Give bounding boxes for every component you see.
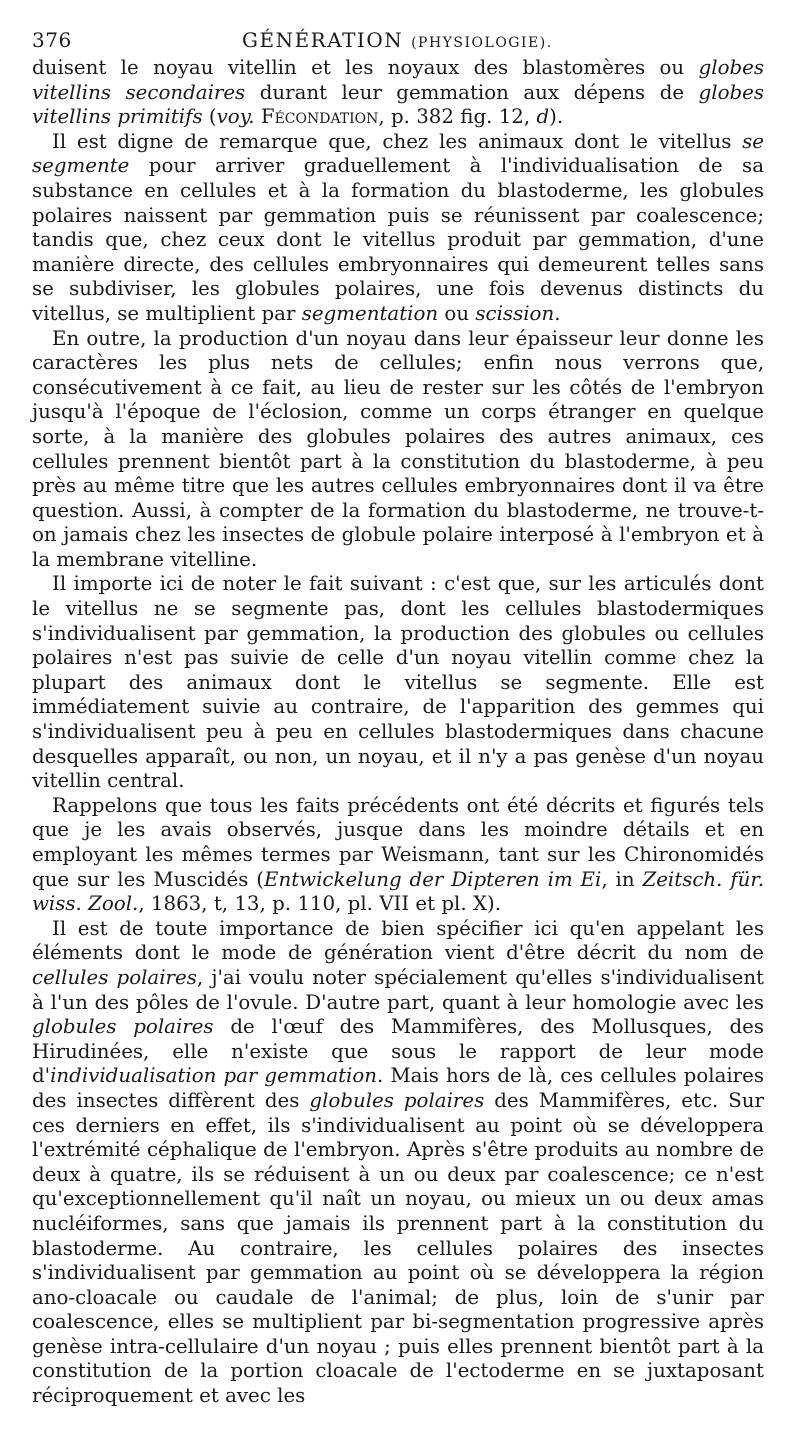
text-run: ).	[549, 105, 564, 129]
text-run: de l'œuf des Mammifères, des Mollusques, des Hirudinées, elle n'existe que sous le rapport de leur mode d'	[32, 1015, 765, 1088]
running-title-subject: (PHYSIOLOGIE).	[411, 35, 553, 51]
text-run: duisent le noyau vitellin et les noyaux des blastomères ou	[32, 56, 699, 79]
italic-text: d	[536, 105, 550, 129]
paragraph	[32, 56, 764, 130]
body-text	[32, 56, 764, 1409]
italic-text: globules polaires	[32, 1015, 214, 1039]
paragraph	[32, 572, 764, 793]
text-run: , j'ai voulu noter spécialement qu'elles s'individualisent à l'un des pôles de l'ovule. D'autre part, quant à leur homologie avec les	[32, 965, 765, 1014]
text-run: Rappelons que tous les faits précédents ont été décrits et figurés tels que je les avais observés, jusque dans les moindre détails et en employant les mêmes termes par Weismann, tant sur les Chironomidés que sur les Muscidés (	[32, 793, 764, 891]
running-header	[32, 28, 768, 56]
text-run: ou	[438, 301, 476, 325]
italic-text: individualisation par gemmation	[50, 1064, 378, 1088]
italic-text: voy.	[216, 105, 255, 129]
italic-text: se segmente	[32, 129, 764, 178]
paragraph	[32, 917, 764, 1409]
text-run: Il importe ici de noter le fait suivant : c'est que, sur les articulés dont le vitellus ne se segmente pas, dont les cellules blastodermiques s'individualisent par gemmation, la production des globules ou cellules polaires n'est pas suivie de celle d'un noyau vitellin comme chez la plupart des animaux dont le vitellus se segmente. Elle est immédiatement suivie au contraire, de l'apparition des gemmes qui s'individualisent peu à peu en cellules blastodermiques dans chacune desquelles apparaît, ou non, un noyau, et il n'y a pas genèse d'un noyau vitellin central.	[32, 572, 764, 793]
running-title	[242, 28, 553, 52]
text-run: , in	[601, 867, 643, 891]
italic-text: globes vitellins primitifs	[32, 80, 764, 129]
text-run: . Mais hors de là, ces cellules polaires des insectes diffèrent des	[32, 1064, 764, 1112]
italic-text: Entwickelung der Dipteren im Ei	[264, 867, 602, 891]
text-run: , 1863, t, 13, p. 110, pl. VII et pl. X).	[138, 892, 502, 916]
running-title-main: GÉNÉRATION	[242, 28, 404, 52]
italic-text: scission	[475, 301, 555, 325]
text-run: pour arriver graduellement à l'individualisation de sa substance en cellules et à la formation du blastoderme, les globules polaires naissent par gemmation puis se réunissent par coalescence; tandis que, chez ceux dont le vitellus produit par gemmation, d'une manière directe, des cellules embryonnaires qui demeurent telles sans se subdiviser, les globules polaires, une fois devenus distincts du vitellus, se multiplient par	[32, 154, 764, 325]
paragraph	[32, 327, 764, 573]
italic-text: Zeitsch. für. wiss. Zool.	[32, 867, 764, 916]
text-run: .	[554, 301, 561, 325]
paragraph	[32, 794, 764, 917]
text-run: des Mammifères, etc. Sur ces derniers en effet, ils s'individualisent au point où se développera l'extrémité céphalique de l'embryon. Après s'être produits au nombre de deux à quatre, ils se réduisent à un ou deux par coalescence; ce n'est qu'exceptionnellement qu'il naît un noyau, ou mieux un ou deux amas nucléiformes, sans que jamais ils prennent part à la constitution du blastoderme. Au contraire, les cellules polaires des insectes s'individualisent par gemmation au point où se développera la région ano-cloacale ou caudale de l'animal; de plus, loin de s'unir par coalescence, elles se multiplient par bi-segmentation progressive après genèse intra-cellulaire d'un noyau ; puis elles prennent bientôt part à la constitution de la portion cloacale de l'ectoderme en se juxtaposant réciproquement et avec les	[32, 1088, 765, 1408]
paragraph	[32, 130, 764, 327]
text-run: (	[202, 105, 217, 129]
page-number: 376	[32, 28, 72, 52]
text-run: En outre, la production d'un noyau dans leur épaisseur leur donne les caractères les plus nets de cellules; enfin nous verrons que, consécutivement à ce fait, au lieu de rester sur les côtés de l'embryon jusqu'à l'époque de l'éclosion, comme un corps étranger en quelque sorte, à la manière des globules polaires des autres animaux, ces cellules prennent bientôt part à la constitution du blastoderme, à peu près au même titre que les autres cellules embryonnaires dont il va être question. Aussi, à compter de la formation du blastoderme, ne trouve-t-on jamais chez les insectes de globule polaire interposé à l'embryon et à la membrane vitelline.	[32, 326, 764, 571]
text-run: Il est digne de remarque que, chez les animaux dont le vitellus	[52, 129, 743, 153]
text-run: durant leur gemmation aux dépens de	[245, 80, 699, 104]
italic-text: segmentation	[301, 301, 439, 325]
small-caps-text: Fécondation	[260, 105, 379, 129]
italic-text: globes vitellins secondaires	[32, 56, 764, 104]
text-run: Il est de toute importance de bien spécifier ici qu'en appelant les éléments dont le mode de génération vient d'être décrit du nom de	[32, 916, 764, 965]
italic-text: cellules polaires	[32, 965, 197, 989]
italic-text: globules polaires	[309, 1088, 485, 1112]
text-run: , p. 382 fig. 12,	[378, 105, 537, 129]
